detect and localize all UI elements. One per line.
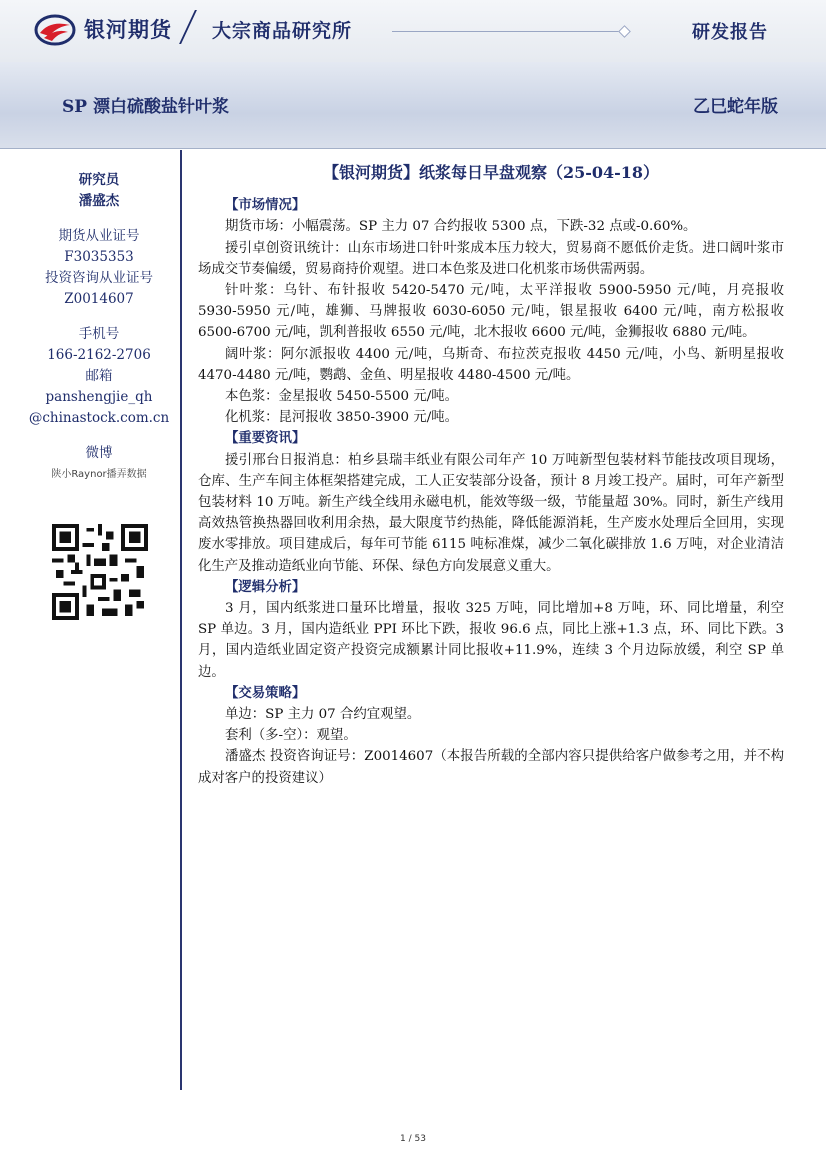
paragraph-news: 援引邢台日报消息：柏乡县瑞丰纸业有限公司年产 10 万吨新型包装材料节能技改项目现场，仓库、生产车间主体框架搭建完成，工人正安装部分设备，预计 8 月竣工投产。届时，可年产新型包装材料 10 万吨。新生产线全线用永磁电机，能效等级一级，节能量超 30%。同时，新生产线用高效热管换热器回收利用余热，最大限度节约热能，降低能源消耗，生产废水处理后全回用，实现废水零排放。项目建成后，每年可节能 6115 吨标准煤，减少二氧化碳排放 1.6 万吨，对企业清洁化生产及推动造纸业向节能、环保、绿色方向发展意义重大。 bbox=[198, 452, 784, 574]
weibo-account: 陕小Raynor播弄数据 bbox=[51, 469, 147, 480]
phone-number: 166-2162-2706 bbox=[47, 347, 151, 363]
brand-name: 银河期货 bbox=[84, 18, 172, 42]
researcher-name: 潘盛杰 bbox=[78, 193, 120, 209]
paragraph-zhuochuang: 援引卓创资讯统计：山东市场进口针叶浆成本压力较大，贸易商不愿低价走货。进口阔叶浆市场成交节奏偏缓，贸易商持价观望。进口本色浆及进口化机浆市场供需两弱。 bbox=[198, 240, 784, 277]
author-sidebar bbox=[14, 170, 184, 485]
page-number: 1 / 53 bbox=[400, 1134, 426, 1144]
advisor-label: 投资咨询从业证号 bbox=[45, 270, 153, 286]
license-number: F3035353 bbox=[64, 249, 134, 265]
paragraph-chemimechanical: 化机浆：昆河报收 3850-3900 元/吨。 bbox=[225, 410, 459, 426]
paragraph-arbitrage: 套利（多-空）：观望。 bbox=[225, 728, 357, 744]
product-name: SP 漂白硫酸盐针叶浆 bbox=[62, 97, 229, 117]
report-type: 研发报告 bbox=[692, 22, 768, 43]
license-label: 期货从业证号 bbox=[58, 228, 140, 244]
email-domain: @chinastock.com.cn bbox=[28, 410, 170, 426]
paragraph-unbleached: 本色浆：金星报收 5450-5500 元/吨。 bbox=[225, 389, 459, 405]
paragraph-disclaimer: 潘盛杰 投资咨询证号：Z0014607（本报告所载的全部内容只提供给客户做参考之用，并不构成对客户的投资建议） bbox=[198, 749, 784, 786]
paragraph-futures: 期货市场：小幅震荡。SP 主力 07 合约报收 5300 点，下跌-32 点或-0.60%。 bbox=[225, 219, 697, 235]
article-title: 【银河期货】纸浆每日早盘观察（25-04-18） bbox=[322, 163, 660, 182]
galaxy-futures-logo-icon bbox=[34, 14, 76, 46]
section-heading-strategy: 【交易策略】 bbox=[225, 684, 306, 701]
department-name: 大宗商品研究所 bbox=[212, 20, 353, 42]
researcher-label: 研究员 bbox=[78, 172, 120, 188]
header-rule bbox=[392, 31, 622, 32]
section-heading-market: 【市场情况】 bbox=[225, 197, 306, 214]
article-body bbox=[198, 162, 784, 789]
paragraph-single-side: 单边：SP 主力 07 合约宜观望。 bbox=[225, 707, 421, 723]
advisor-number: Z0014607 bbox=[64, 291, 134, 307]
weibo-label: 微博 bbox=[85, 445, 113, 461]
email-user: panshengjie_qh bbox=[45, 389, 153, 405]
edition-label: 乙巳蛇年版 bbox=[693, 97, 778, 117]
section-heading-news: 【重要资讯】 bbox=[225, 430, 306, 447]
weibo-qr-code-icon bbox=[52, 524, 148, 620]
paragraph-logic: 3 月，国内纸浆进口量环比增量，报收 325 万吨，同比增加+8 万吨，环、同比增量，利空 SP 单边。3 月，国内造纸业 PPI 环比下跌，报收 96.6 点，同比上涨+1.3 点，环、同比下跌。3 月，国内造纸业固定资产投资完成额累计同比报收+11.9%，连续 3 个月边际放缓，利空 SP 单边。 bbox=[198, 601, 784, 680]
section-heading-logic: 【逻辑分析】 bbox=[225, 578, 306, 595]
column-divider bbox=[180, 150, 182, 1090]
paragraph-softwood: 针叶浆：乌针、布针报收 5420-5470 元/吨，太平洋报收 5900-5950 元/吨，月亮报收 5930-5950 元/吨，雄狮、马牌报收 6030-6050 元/吨，银星报收 6400 元/吨，南方松报收 6500-6700 元/吨，凯利普报收 6550 元/吨，北木报收 6600 元/吨，金狮报收 6880 元/吨。 bbox=[198, 283, 784, 341]
email-label: 邮箱 bbox=[85, 368, 113, 384]
phone-label: 手机号 bbox=[78, 326, 120, 342]
paragraph-hardwood: 阔叶浆：阿尔派报收 4400 元/吨，乌斯奇、布拉茨克报收 4450 元/吨，小鸟、新明星报收 4470-4480 元/吨，鹦鹉、金鱼、明星报收 4480-4500 元/吨。 bbox=[198, 346, 784, 383]
